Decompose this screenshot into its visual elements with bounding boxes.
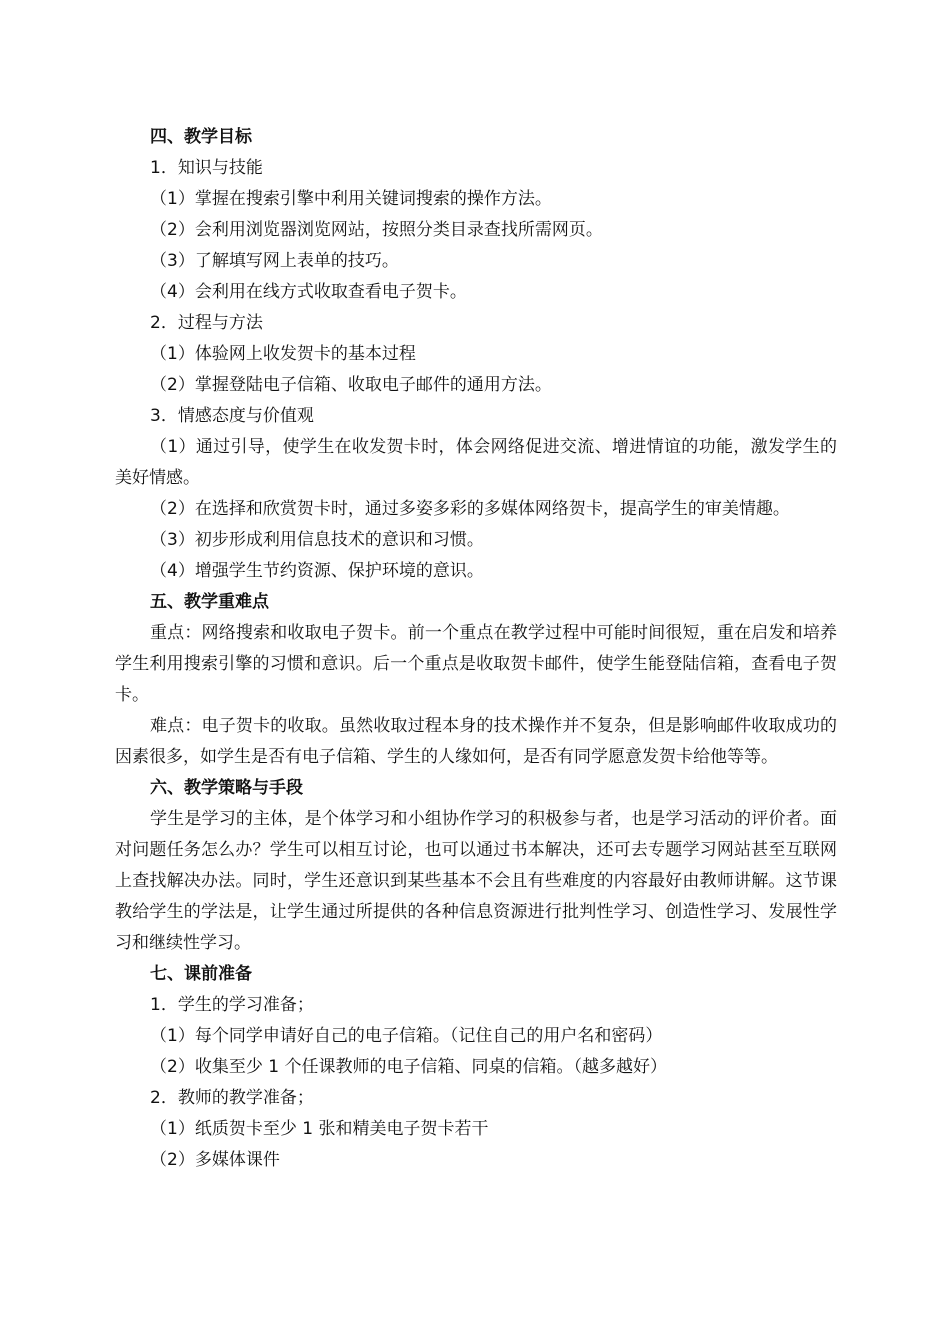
list-item: （3）了解填写网上表单的技巧。 [150, 251, 399, 271]
paragraph-key-point: 重点：网络搜索和收取电子贺卡。前一个重点在教学过程中可能时间很短，重在启发和培养学生利用搜索引擎的习惯和意识。后一个重点是收取贺卡邮件，使学生能登陆信箱，查看电子贺卡。 [115, 623, 837, 705]
paragraph: （2）在选择和欣赏贺卡时，通过多姿多彩的多媒体网络贺卡，提高学生的审美情趣。 [150, 499, 790, 519]
paragraph-difficult-point: 难点：电子贺卡的收取。虽然收取过程本身的技术操作并不复杂，但是影响邮件收取成功的因素很多，如学生是否有电子信箱、学生的人缘如何，是否有同学愿意发贺卡给他等等。 [115, 716, 837, 767]
list-item: （1）纸质贺卡至少 1 张和精美电子贺卡若干 [150, 1119, 489, 1139]
subheading-attitudes-values: 3．情感态度与价值观 [150, 406, 314, 426]
section-heading-key-points: 五、教学重难点 [150, 592, 269, 612]
list-item: （2）收集至少 1 个任课教师的电子信箱、同桌的信箱。（越多越好） [150, 1057, 667, 1077]
list-item: （3）初步形成利用信息技术的意识和习惯。 [150, 530, 484, 550]
list-item: （1）体验网上收发贺卡的基本过程 [150, 344, 416, 364]
list-item: （1）掌握在搜索引擎中利用关键词搜索的操作方法。 [150, 189, 552, 209]
list-item: （4）会利用在线方式收取查看电子贺卡。 [150, 282, 467, 302]
paragraph: （1）通过引导，使学生在收发贺卡时，体会网络促进交流、增进情谊的功能，激发学生的美好情感。 [115, 437, 837, 488]
subheading-knowledge-skills: 1．知识与技能 [150, 158, 263, 178]
subheading-teacher-preparation: 2．教师的教学准备； [150, 1088, 314, 1108]
subheading-student-preparation: 1．学生的学习准备； [150, 995, 314, 1015]
list-item: （1）每个同学申请好自己的电子信箱。（记住自己的用户名和密码） [150, 1026, 663, 1046]
section-heading-preparation: 七、课前准备 [150, 964, 252, 984]
section-heading-strategies: 六、教学策略与手段 [150, 778, 303, 798]
list-item: （2）多媒体课件 [150, 1150, 280, 1170]
section-heading-objectives: 四、教学目标 [150, 127, 252, 147]
paragraph: 学生是学习的主体，是个体学习和小组协作学习的积极参与者，也是学习活动的评价者。面对问题任务怎么办？学生可以相互讨论，也可以通过书本解决，还可去专题学习网站甚至互联网上查找解决办法。同时，学生还意识到某些基本不会且有些难度的内容最好由教师讲解。这节课教给学生的学法是，让学生通过所提供的各种信息资源进行批判性学习、创造性学习、发展性学习和继续性学习。 [115, 809, 837, 953]
subheading-process-methods: 2．过程与方法 [150, 313, 263, 333]
list-item: （2）掌握登陆电子信箱、收取电子邮件的通用方法。 [150, 375, 552, 395]
list-item: （2）会利用浏览器浏览网站，按照分类目录查找所需网页。 [150, 220, 603, 240]
document-body [115, 122, 837, 1176]
list-item: （4）增强学生节约资源、保护环境的意识。 [150, 561, 484, 581]
